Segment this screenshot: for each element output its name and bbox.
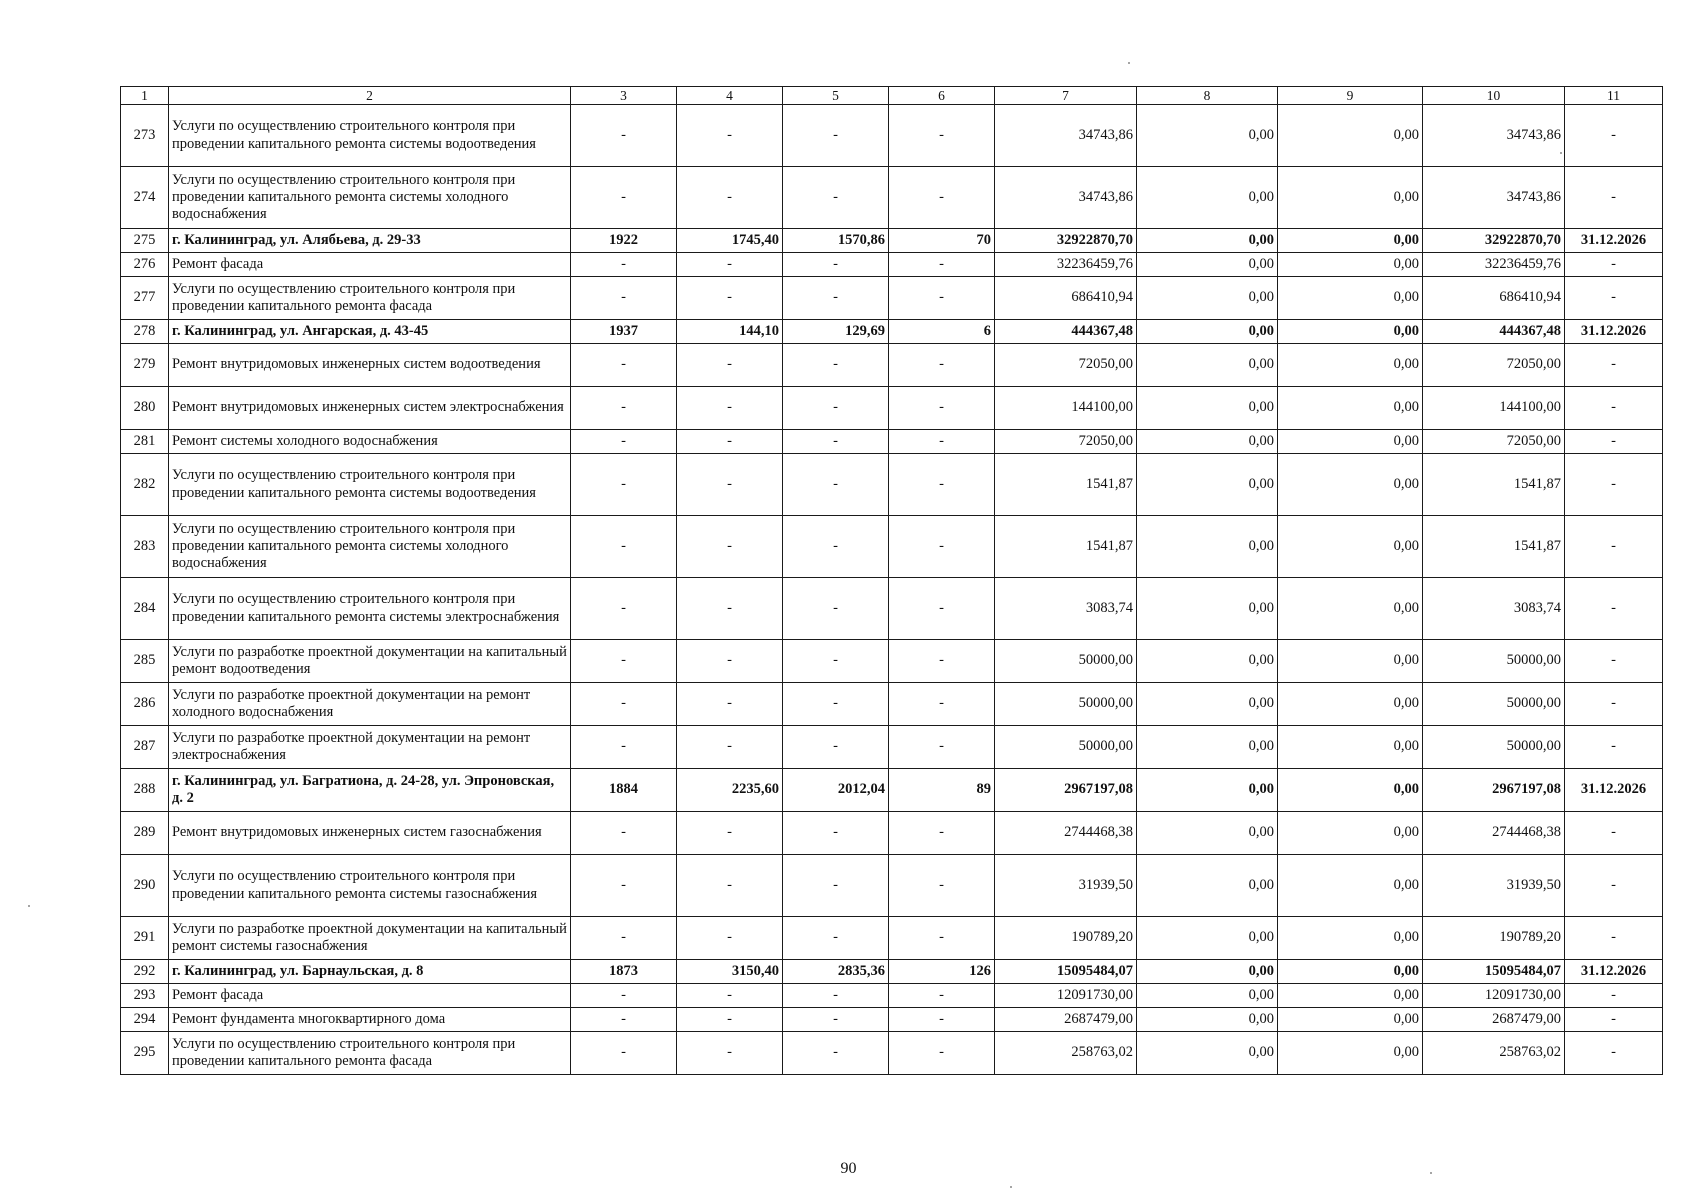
- table-row: [121, 640, 1663, 683]
- work-name-cell: Услуги по разработке проектной документации на капитальный ремонт водоотведения: [169, 640, 571, 683]
- row-number-cell: 279: [121, 344, 169, 387]
- work-name-cell: Услуги по разработке проектной документации на капитальный ремонт системы газоснабжения: [169, 917, 571, 960]
- col11-cell: 31.12.2026: [1565, 960, 1663, 984]
- row-number-cell: 290: [121, 855, 169, 917]
- col8-cell: 0,00: [1137, 917, 1278, 960]
- work-name-cell: Услуги по разработке проектной документации на ремонт электроснабжения: [169, 726, 571, 769]
- row-number-cell: 287: [121, 726, 169, 769]
- col5-cell: -: [783, 253, 889, 277]
- page-number: 90: [840, 1160, 857, 1177]
- col4-cell: -: [677, 855, 783, 917]
- work-name-cell: Услуги по осуществлению строительного контроля при проведении капитального ремонта системы водоотведения: [169, 105, 571, 167]
- col3-cell: -: [571, 984, 677, 1008]
- col4-cell: -: [677, 812, 783, 855]
- col11-cell: -: [1565, 105, 1663, 167]
- header-cell: 8: [1137, 87, 1278, 105]
- col11-cell: -: [1565, 683, 1663, 726]
- col10-cell: 1541,87: [1423, 454, 1565, 516]
- col4-cell: -: [677, 726, 783, 769]
- col7-cell: 34743,86: [995, 167, 1137, 229]
- col4-cell: -: [677, 1008, 783, 1032]
- col7-cell: 72050,00: [995, 344, 1137, 387]
- col7-cell: 15095484,07: [995, 960, 1137, 984]
- col8-cell: 0,00: [1137, 855, 1278, 917]
- col5-cell: 1570,86: [783, 229, 889, 253]
- table-row: [121, 917, 1663, 960]
- row-number-cell: 295: [121, 1032, 169, 1075]
- header-cell: 9: [1278, 87, 1423, 105]
- col9-cell: 0,00: [1278, 1032, 1423, 1075]
- col4-cell: -: [677, 387, 783, 430]
- col10-cell: 50000,00: [1423, 683, 1565, 726]
- col6-cell: -: [889, 683, 995, 726]
- col4-cell: -: [677, 253, 783, 277]
- col8-cell: 0,00: [1137, 769, 1278, 812]
- col7-cell: 190789,20: [995, 917, 1137, 960]
- col9-cell: 0,00: [1278, 516, 1423, 578]
- row-number-cell: 275: [121, 229, 169, 253]
- col9-cell: 0,00: [1278, 960, 1423, 984]
- row-number-cell: 280: [121, 387, 169, 430]
- col4-cell: -: [677, 1032, 783, 1075]
- col10-cell: 34743,86: [1423, 105, 1565, 167]
- work-name-cell: Ремонт фасада: [169, 984, 571, 1008]
- col8-cell: 0,00: [1137, 229, 1278, 253]
- register-table: [120, 86, 1663, 1075]
- col9-cell: 0,00: [1278, 320, 1423, 344]
- col5-cell: -: [783, 812, 889, 855]
- col11-cell: -: [1565, 640, 1663, 683]
- col11-cell: -: [1565, 1032, 1663, 1075]
- col6-cell: 70: [889, 229, 995, 253]
- row-number-cell: 277: [121, 277, 169, 320]
- col7-cell: 1541,87: [995, 516, 1137, 578]
- table-row: [121, 1032, 1663, 1075]
- table-row: [121, 812, 1663, 855]
- header-cell: 11: [1565, 87, 1663, 105]
- col6-cell: 6: [889, 320, 995, 344]
- col5-cell: -: [783, 1008, 889, 1032]
- col3-cell: -: [571, 253, 677, 277]
- col5-cell: -: [783, 387, 889, 430]
- table-row: [121, 769, 1663, 812]
- col7-cell: 32922870,70: [995, 229, 1137, 253]
- work-name-cell: Ремонт системы холодного водоснабжения: [169, 430, 571, 454]
- col9-cell: 0,00: [1278, 344, 1423, 387]
- col6-cell: -: [889, 812, 995, 855]
- col4-cell: 2235,60: [677, 769, 783, 812]
- col3-cell: -: [571, 726, 677, 769]
- row-number-cell: 281: [121, 430, 169, 454]
- col3-cell: -: [571, 454, 677, 516]
- col4-cell: -: [677, 578, 783, 640]
- column-number-header: [121, 87, 1663, 105]
- work-name-cell: Услуги по осуществлению строительного контроля при проведении капитального ремонта системы холодного водоснабжения: [169, 167, 571, 229]
- col11-cell: 31.12.2026: [1565, 769, 1663, 812]
- col5-cell: -: [783, 578, 889, 640]
- col3-cell: -: [571, 812, 677, 855]
- col4-cell: -: [677, 917, 783, 960]
- col10-cell: 50000,00: [1423, 726, 1565, 769]
- work-name-cell: г. Калининград, ул. Багратиона, д. 24-28, ул. Эпроновская, д. 2: [169, 769, 571, 812]
- row-number-cell: 276: [121, 253, 169, 277]
- col3-cell: -: [571, 105, 677, 167]
- header-cell: 5: [783, 87, 889, 105]
- table-row: [121, 344, 1663, 387]
- col8-cell: 0,00: [1137, 320, 1278, 344]
- col6-cell: -: [889, 253, 995, 277]
- work-name-cell: Ремонт фундамента многоквартирного дома: [169, 1008, 571, 1032]
- col8-cell: 0,00: [1137, 1032, 1278, 1075]
- work-name-cell: Услуги по разработке проектной документации на ремонт холодного водоснабжения: [169, 683, 571, 726]
- col11-cell: -: [1565, 917, 1663, 960]
- col11-cell: -: [1565, 387, 1663, 430]
- col4-cell: -: [677, 984, 783, 1008]
- col7-cell: 258763,02: [995, 1032, 1137, 1075]
- work-name-cell: Услуги по осуществлению строительного контроля при проведении капитального ремонта фасада: [169, 277, 571, 320]
- col8-cell: 0,00: [1137, 578, 1278, 640]
- col9-cell: 0,00: [1278, 726, 1423, 769]
- col8-cell: 0,00: [1137, 984, 1278, 1008]
- col10-cell: 258763,02: [1423, 1032, 1565, 1075]
- row-number-cell: 291: [121, 917, 169, 960]
- col11-cell: -: [1565, 1008, 1663, 1032]
- header-cell: 10: [1423, 87, 1565, 105]
- col11-cell: -: [1565, 855, 1663, 917]
- col11-cell: -: [1565, 454, 1663, 516]
- col5-cell: -: [783, 683, 889, 726]
- col5-cell: -: [783, 430, 889, 454]
- col3-cell: -: [571, 277, 677, 320]
- col10-cell: 15095484,07: [1423, 960, 1565, 984]
- work-name-cell: Услуги по осуществлению строительного контроля при проведении капитального ремонта системы холодного водоснабжения: [169, 516, 571, 578]
- col7-cell: 34743,86: [995, 105, 1137, 167]
- col4-cell: -: [677, 277, 783, 320]
- work-name-cell: г. Калининград, ул. Барнаульская, д. 8: [169, 960, 571, 984]
- col7-cell: 444367,48: [995, 320, 1137, 344]
- row-number-cell: 274: [121, 167, 169, 229]
- header-cell: 2: [169, 87, 571, 105]
- col6-cell: -: [889, 105, 995, 167]
- work-name-cell: г. Калининград, ул. Ангарская, д. 43-45: [169, 320, 571, 344]
- header-cell: 4: [677, 87, 783, 105]
- table-row: [121, 726, 1663, 769]
- col11-cell: -: [1565, 516, 1663, 578]
- col7-cell: 1541,87: [995, 454, 1137, 516]
- row-number-cell: 283: [121, 516, 169, 578]
- col9-cell: 0,00: [1278, 769, 1423, 812]
- col3-cell: -: [571, 167, 677, 229]
- table-row: [121, 253, 1663, 277]
- col9-cell: 0,00: [1278, 253, 1423, 277]
- table-row: [121, 229, 1663, 253]
- col6-cell: 89: [889, 769, 995, 812]
- col11-cell: -: [1565, 726, 1663, 769]
- col9-cell: 0,00: [1278, 578, 1423, 640]
- col3-cell: -: [571, 430, 677, 454]
- col5-cell: -: [783, 277, 889, 320]
- table-row: [121, 984, 1663, 1008]
- work-name-cell: Услуги по осуществлению строительного контроля при проведении капитального ремонта системы газоснабжения: [169, 855, 571, 917]
- col3-cell: -: [571, 917, 677, 960]
- col7-cell: 50000,00: [995, 683, 1137, 726]
- work-name-cell: Ремонт внутридомовых инженерных систем электроснабжения: [169, 387, 571, 430]
- header-cell: 6: [889, 87, 995, 105]
- col6-cell: -: [889, 387, 995, 430]
- col10-cell: 444367,48: [1423, 320, 1565, 344]
- col3-cell: 1884: [571, 769, 677, 812]
- col10-cell: 2687479,00: [1423, 1008, 1565, 1032]
- col10-cell: 12091730,00: [1423, 984, 1565, 1008]
- col4-cell: -: [677, 640, 783, 683]
- work-name-cell: Ремонт внутридомовых инженерных систем газоснабжения: [169, 812, 571, 855]
- col10-cell: 72050,00: [1423, 344, 1565, 387]
- table-row: [121, 105, 1663, 167]
- col7-cell: 72050,00: [995, 430, 1137, 454]
- col9-cell: 0,00: [1278, 105, 1423, 167]
- col9-cell: 0,00: [1278, 277, 1423, 320]
- col9-cell: 0,00: [1278, 812, 1423, 855]
- col8-cell: 0,00: [1137, 167, 1278, 229]
- col7-cell: 32236459,76: [995, 253, 1137, 277]
- col3-cell: 1873: [571, 960, 677, 984]
- col4-cell: -: [677, 167, 783, 229]
- col3-cell: -: [571, 387, 677, 430]
- row-number-cell: 286: [121, 683, 169, 726]
- col11-cell: -: [1565, 984, 1663, 1008]
- col6-cell: -: [889, 855, 995, 917]
- col8-cell: 0,00: [1137, 640, 1278, 683]
- col7-cell: 50000,00: [995, 726, 1137, 769]
- col7-cell: 3083,74: [995, 578, 1137, 640]
- col5-cell: 2012,04: [783, 769, 889, 812]
- col10-cell: 34743,86: [1423, 167, 1565, 229]
- col7-cell: 2744468,38: [995, 812, 1137, 855]
- header-cell: 3: [571, 87, 677, 105]
- col5-cell: -: [783, 167, 889, 229]
- col7-cell: 2687479,00: [995, 1008, 1137, 1032]
- col9-cell: 0,00: [1278, 1008, 1423, 1032]
- col6-cell: -: [889, 984, 995, 1008]
- col11-cell: -: [1565, 430, 1663, 454]
- col4-cell: -: [677, 430, 783, 454]
- col6-cell: 126: [889, 960, 995, 984]
- col10-cell: 50000,00: [1423, 640, 1565, 683]
- col8-cell: 0,00: [1137, 344, 1278, 387]
- col3-cell: 1937: [571, 320, 677, 344]
- col6-cell: -: [889, 1008, 995, 1032]
- col7-cell: 12091730,00: [995, 984, 1137, 1008]
- col9-cell: 0,00: [1278, 917, 1423, 960]
- col6-cell: -: [889, 726, 995, 769]
- table-row: [121, 960, 1663, 984]
- col3-cell: -: [571, 578, 677, 640]
- row-number-cell: 282: [121, 454, 169, 516]
- col6-cell: -: [889, 516, 995, 578]
- table-row: [121, 387, 1663, 430]
- row-number-cell: 285: [121, 640, 169, 683]
- col3-cell: 1922: [571, 229, 677, 253]
- col5-cell: -: [783, 105, 889, 167]
- col3-cell: -: [571, 683, 677, 726]
- work-name-cell: Услуги по осуществлению строительного контроля при проведении капитального ремонта фасада: [169, 1032, 571, 1075]
- col3-cell: -: [571, 344, 677, 387]
- col3-cell: -: [571, 855, 677, 917]
- col10-cell: 31939,50: [1423, 855, 1565, 917]
- col8-cell: 0,00: [1137, 683, 1278, 726]
- table-row: [121, 167, 1663, 229]
- col9-cell: 0,00: [1278, 387, 1423, 430]
- col5-cell: -: [783, 917, 889, 960]
- col11-cell: 31.12.2026: [1565, 320, 1663, 344]
- col8-cell: 0,00: [1137, 516, 1278, 578]
- col8-cell: 0,00: [1137, 430, 1278, 454]
- col8-cell: 0,00: [1137, 960, 1278, 984]
- work-name-cell: г. Калининград, ул. Алябьева, д. 29-33: [169, 229, 571, 253]
- col10-cell: 1541,87: [1423, 516, 1565, 578]
- col10-cell: 3083,74: [1423, 578, 1565, 640]
- header-cell: 7: [995, 87, 1137, 105]
- col3-cell: -: [571, 640, 677, 683]
- row-number-cell: 294: [121, 1008, 169, 1032]
- col11-cell: -: [1565, 344, 1663, 387]
- col8-cell: 0,00: [1137, 387, 1278, 430]
- work-name-cell: Услуги по осуществлению строительного контроля при проведении капитального ремонта системы электроснабжения: [169, 578, 571, 640]
- col4-cell: -: [677, 344, 783, 387]
- col11-cell: -: [1565, 812, 1663, 855]
- col10-cell: 2967197,08: [1423, 769, 1565, 812]
- col6-cell: -: [889, 454, 995, 516]
- col9-cell: 0,00: [1278, 683, 1423, 726]
- col11-cell: -: [1565, 167, 1663, 229]
- col9-cell: 0,00: [1278, 430, 1423, 454]
- col5-cell: 129,69: [783, 320, 889, 344]
- table-row: [121, 277, 1663, 320]
- col5-cell: -: [783, 1032, 889, 1075]
- col3-cell: -: [571, 1032, 677, 1075]
- col8-cell: 0,00: [1137, 277, 1278, 320]
- scan-speck: [1010, 1186, 1012, 1188]
- col7-cell: 686410,94: [995, 277, 1137, 320]
- col4-cell: -: [677, 105, 783, 167]
- col9-cell: 0,00: [1278, 855, 1423, 917]
- scan-speck: [1560, 152, 1562, 154]
- col8-cell: 0,00: [1137, 105, 1278, 167]
- work-name-cell: Ремонт внутридомовых инженерных систем водоотведения: [169, 344, 571, 387]
- col7-cell: 50000,00: [995, 640, 1137, 683]
- col8-cell: 0,00: [1137, 1008, 1278, 1032]
- col6-cell: -: [889, 917, 995, 960]
- scan-speck: [1430, 1172, 1432, 1174]
- table-row: [121, 578, 1663, 640]
- col4-cell: -: [677, 683, 783, 726]
- table-row: [121, 430, 1663, 454]
- row-number-cell: 278: [121, 320, 169, 344]
- row-number-cell: 289: [121, 812, 169, 855]
- row-number-cell: 284: [121, 578, 169, 640]
- col3-cell: -: [571, 516, 677, 578]
- col5-cell: -: [783, 855, 889, 917]
- col6-cell: -: [889, 1032, 995, 1075]
- table-row: [121, 516, 1663, 578]
- col4-cell: -: [677, 516, 783, 578]
- col9-cell: 0,00: [1278, 454, 1423, 516]
- col4-cell: 144,10: [677, 320, 783, 344]
- col6-cell: -: [889, 167, 995, 229]
- col4-cell: 1745,40: [677, 229, 783, 253]
- col11-cell: -: [1565, 253, 1663, 277]
- col9-cell: 0,00: [1278, 167, 1423, 229]
- col11-cell: 31.12.2026: [1565, 229, 1663, 253]
- row-number-cell: 273: [121, 105, 169, 167]
- col7-cell: 31939,50: [995, 855, 1137, 917]
- col3-cell: -: [571, 1008, 677, 1032]
- col9-cell: 0,00: [1278, 229, 1423, 253]
- col8-cell: 0,00: [1137, 812, 1278, 855]
- work-name-cell: Ремонт фасада: [169, 253, 571, 277]
- col10-cell: 686410,94: [1423, 277, 1565, 320]
- col10-cell: 32922870,70: [1423, 229, 1565, 253]
- col6-cell: -: [889, 277, 995, 320]
- table-row: [121, 1008, 1663, 1032]
- col11-cell: -: [1565, 578, 1663, 640]
- col10-cell: 144100,00: [1423, 387, 1565, 430]
- col5-cell: 2835,36: [783, 960, 889, 984]
- col10-cell: 32236459,76: [1423, 253, 1565, 277]
- row-number-cell: 288: [121, 769, 169, 812]
- col8-cell: 0,00: [1137, 726, 1278, 769]
- col6-cell: -: [889, 344, 995, 387]
- col9-cell: 0,00: [1278, 640, 1423, 683]
- col10-cell: 72050,00: [1423, 430, 1565, 454]
- col8-cell: 0,00: [1137, 454, 1278, 516]
- col6-cell: -: [889, 578, 995, 640]
- table-row: [121, 320, 1663, 344]
- col5-cell: -: [783, 344, 889, 387]
- col7-cell: 2967197,08: [995, 769, 1137, 812]
- col4-cell: 3150,40: [677, 960, 783, 984]
- col4-cell: -: [677, 454, 783, 516]
- col6-cell: -: [889, 640, 995, 683]
- col6-cell: -: [889, 430, 995, 454]
- col9-cell: 0,00: [1278, 984, 1423, 1008]
- col5-cell: -: [783, 726, 889, 769]
- row-number-cell: 293: [121, 984, 169, 1008]
- scan-speck: [1128, 62, 1130, 64]
- table-row: [121, 855, 1663, 917]
- table-row: [121, 454, 1663, 516]
- col5-cell: -: [783, 984, 889, 1008]
- col10-cell: 190789,20: [1423, 917, 1565, 960]
- scan-speck: [28, 905, 30, 907]
- col11-cell: -: [1565, 277, 1663, 320]
- col5-cell: -: [783, 454, 889, 516]
- col5-cell: -: [783, 640, 889, 683]
- row-number-cell: 292: [121, 960, 169, 984]
- col7-cell: 144100,00: [995, 387, 1137, 430]
- col8-cell: 0,00: [1137, 253, 1278, 277]
- col5-cell: -: [783, 516, 889, 578]
- work-name-cell: Услуги по осуществлению строительного контроля при проведении капитального ремонта системы водоотведения: [169, 454, 571, 516]
- header-cell: 1: [121, 87, 169, 105]
- col10-cell: 2744468,38: [1423, 812, 1565, 855]
- table-row: [121, 683, 1663, 726]
